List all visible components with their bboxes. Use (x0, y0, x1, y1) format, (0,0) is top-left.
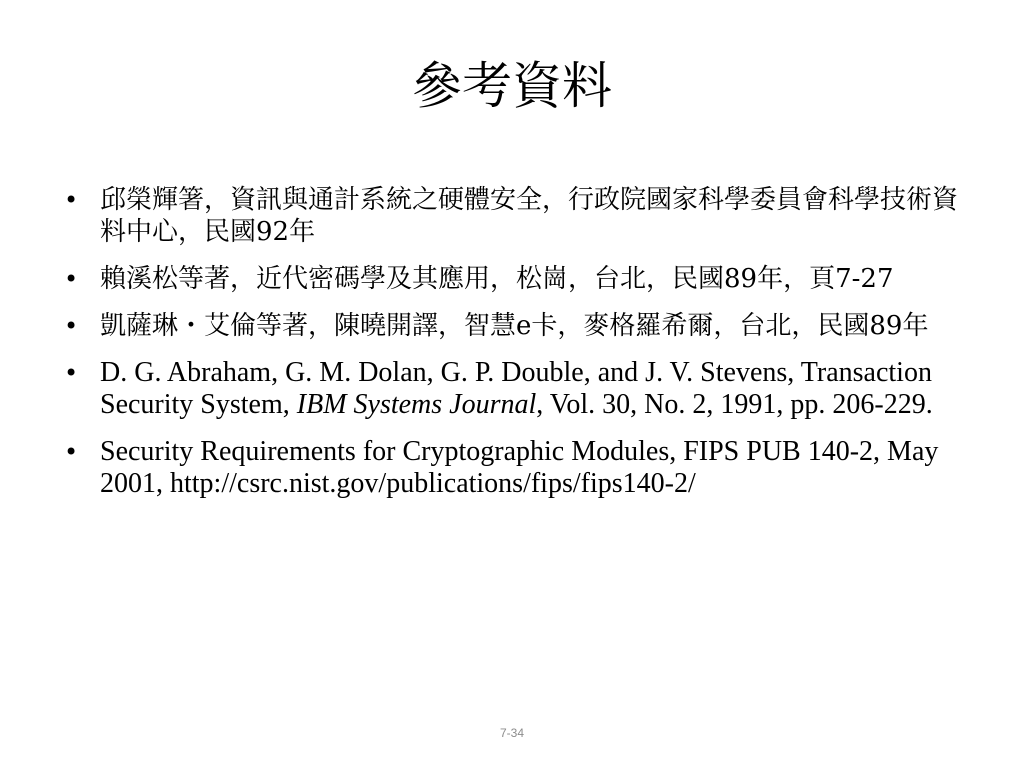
slide-title: 參考資料 (412, 57, 612, 115)
slide-number: 7-34 (499, 726, 525, 740)
bullet-dot-icon: • (64, 438, 79, 466)
bullet-dot-icon: • (64, 312, 79, 340)
references-list (58, 184, 958, 500)
list-item (58, 184, 958, 248)
list-item (58, 436, 958, 500)
reference-text: 凱薩琳・艾倫等著，陳曉開譯，智慧e卡，麥格羅希爾，台北，民國89年 (100, 311, 929, 341)
reference-text: 賴溪松等著，近代密碼學及其應用，松崗，台北，民國89年，頁7-27 (100, 264, 894, 294)
bullet-dot-icon: • (64, 265, 79, 293)
reference-text: Security Requirements for Cryptographic Modules, FIPS PUB 140-2, May 2001, http://csrc.nist.gov/publications/fips/fips140-2/ (100, 436, 939, 499)
reference-text-before: D. G. Abraham, G. M. Dolan, G. P. Double, and J. V. Stevens, Transaction Security System, (100, 357, 932, 420)
reference-text-after: , Vol. 30, No. 2, 1991, pp. 206-229. (536, 389, 933, 420)
list-item (58, 310, 958, 342)
list-item (58, 357, 958, 421)
bullet-dot-icon: • (64, 186, 79, 214)
references-content (58, 184, 958, 515)
list-item (58, 263, 958, 295)
reference-text: 邱榮輝箸，資訊與通計系統之硬體安全，行政院國家科學委員會科學技術資料中心，民國92年 (100, 185, 959, 247)
journal-title: IBM Systems Journal (296, 389, 537, 420)
bullet-dot-icon: • (64, 359, 79, 387)
